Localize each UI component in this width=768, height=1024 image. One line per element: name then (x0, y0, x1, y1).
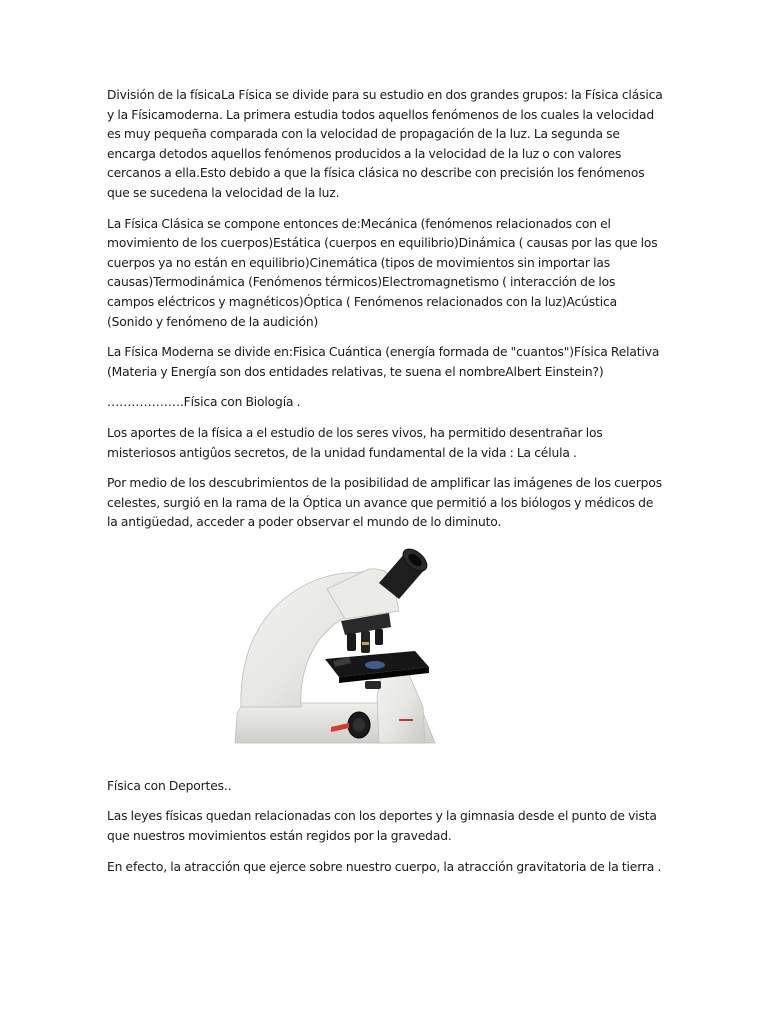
paragraph-leyes-fisicas: Las leyes físicas quedan relacionadas con los deportes y la gimnasia desde el punto de vista que nuestros movimientos están regidos por la gravedad. (107, 809, 657, 844)
paragraph-aportes-fisica: Los aportes de la física a el estudio de los seres vivos, ha permitido desentrañar los misteriosos antigûos secretos, de la unidad fundamental de la vida : La célula . (107, 425, 603, 460)
paragraph-descubrimientos-optica: Por medio de los descubrimientos de la posibilidad de amplificar las imágenes de los cuerpos celestes, surgió en la rama de la Óptica un avance que permitió a los biólogos y médicos de la antigüedad, acceder a poder observar el mundo de lo diminuto. (107, 476, 662, 530)
microscope-image (107, 547, 663, 777)
paragraph-fisica-moderna: La Física Moderna se divide en:Fisica Cuántica (energía formada de "cuantos")Física Relativa (Materia y Energía son dos entidades relativas, te suena el nombreAlbert Einstein?) (107, 345, 660, 379)
paragraph-atraccion-gravitatoria: En efecto, la atracción que ejerce sobre nuestro cuerpo, la atracción gravitatoria de la tierra . (107, 859, 662, 874)
paragraph-division-fisica: División de la físicaLa Física se divide para su estudio en dos grandes grupos: la Física clásica y la Físicamoderna. La primera estudia todos aquellos fenómenos de los cuales la velocidad es muy pequeña comparada con la velocidad de propagación de la luz. La segunda se encarga detodos aquellos fenómenos producidos a la velocidad de la luz o con valores cercanos a ella.Esto debido a que la física clásica no describe con precisión los fenómenos que se sucedena la velocidad de la luz. (107, 88, 663, 200)
microscope-icon (229, 547, 449, 747)
heading-fisica-deportes: Física con Deportes.. (107, 778, 232, 793)
heading-fisica-biologia: ……………….Física con Biología . (107, 395, 301, 410)
paragraph-fisica-clasica: La Física Clásica se compone entonces de:Mecánica (fenómenos relacionados con el movimiento de los cuerpos)Estática (cuerpos en equilibrio)Dinámica ( causas por las que los cuerpos ya no están en equilibrio)Cinemática (tipos de movimientos sin importar las causas)Termodinámica (Fenómenos térmicos)Electromagnetismo ( interacción de los campos eléctricos y magnéticos)Óptica ( Fenómenos relacionados con la luz)Acústica (Sonido y fenómeno de la audición) (107, 216, 658, 329)
document-body (107, 86, 663, 888)
